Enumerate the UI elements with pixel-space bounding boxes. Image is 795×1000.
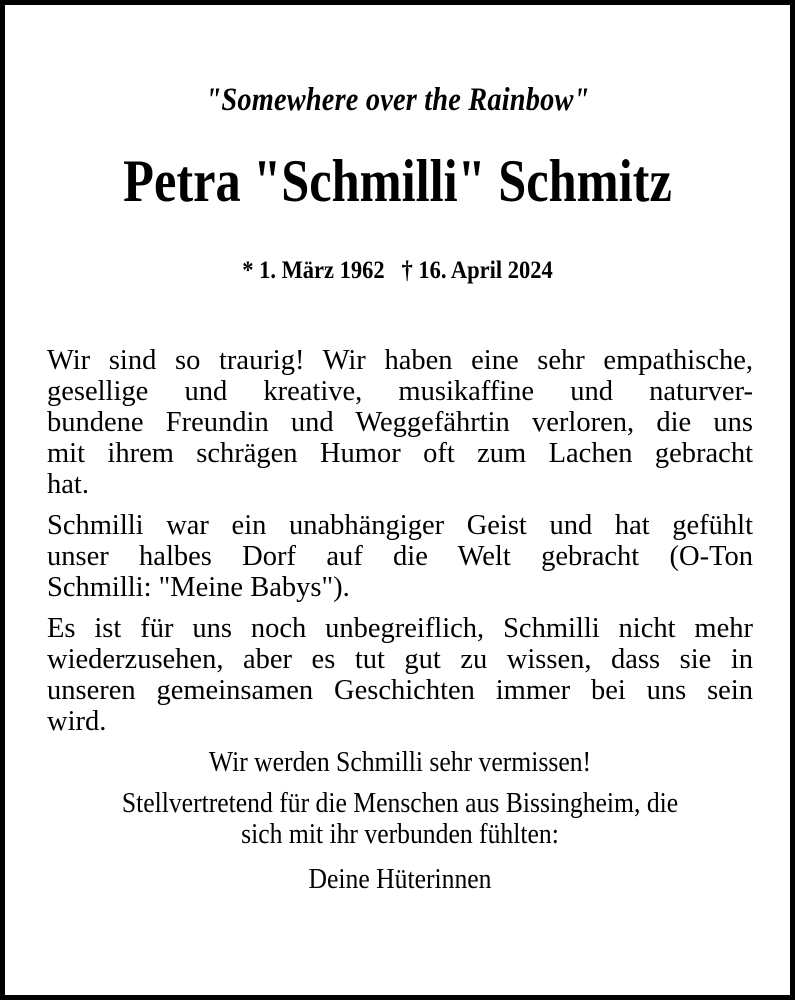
text-line: unser halbes Dorf auf die Welt gebracht (O-Ton <box>47 541 753 572</box>
text-line: unseren gemeinsamen Geschichten immer bei uns sein <box>47 675 753 706</box>
text-line: Es ist für uns noch unbegreiflich, Schmilli nicht mehr <box>47 613 753 644</box>
closing-line <box>47 747 753 778</box>
dagger-icon: † <box>401 257 413 284</box>
birth-date: 1. März 1962 <box>259 257 385 284</box>
obituary-body <box>47 345 753 905</box>
text-line: gesellige und kreative, musikaffine und naturver- <box>47 376 753 407</box>
text-line: Wir sind so traurig! Wir haben eine sehr empathische, <box>47 345 753 376</box>
dedication-line: Stellvertretend für die Menschen aus Bissingheim, die <box>121 788 679 819</box>
text-line: wird. <box>47 706 107 737</box>
paragraph-2 <box>47 510 753 603</box>
signature-text: Deine Hüterinnen <box>308 864 492 895</box>
signature <box>47 864 753 895</box>
dedication-line: sich mit ihr verbunden fühlten: <box>241 819 559 850</box>
dedication <box>47 788 753 850</box>
deceased-name: Petra "Schmilli" Schmitz <box>123 148 672 214</box>
text-line: wiederzusehen, aber es tut gut zu wissen, dass sie in <box>47 644 753 675</box>
paragraph-3 <box>47 613 753 737</box>
text-line: Schmilli war ein unabhängiger Geist und hat gefühlt <box>47 510 753 541</box>
text-line: Schmilli: "Meine Babys"). <box>47 572 350 603</box>
text-line: hat. <box>47 469 89 500</box>
closing-text: Wir werden Schmilli sehr vermissen! <box>208 747 592 778</box>
birth-symbol: * <box>242 257 254 284</box>
life-dates <box>44 257 751 285</box>
paragraph-1 <box>47 345 753 500</box>
motto: "Somewhere over the Rainbow" <box>205 82 590 118</box>
text-line: mit ihrem schrägen Humor oft zum Lachen gebracht <box>47 438 753 469</box>
death-date: 16. April 2024 <box>418 257 553 284</box>
text-line: bundene Freundin und Weggefährtin verloren, die uns <box>47 407 753 438</box>
